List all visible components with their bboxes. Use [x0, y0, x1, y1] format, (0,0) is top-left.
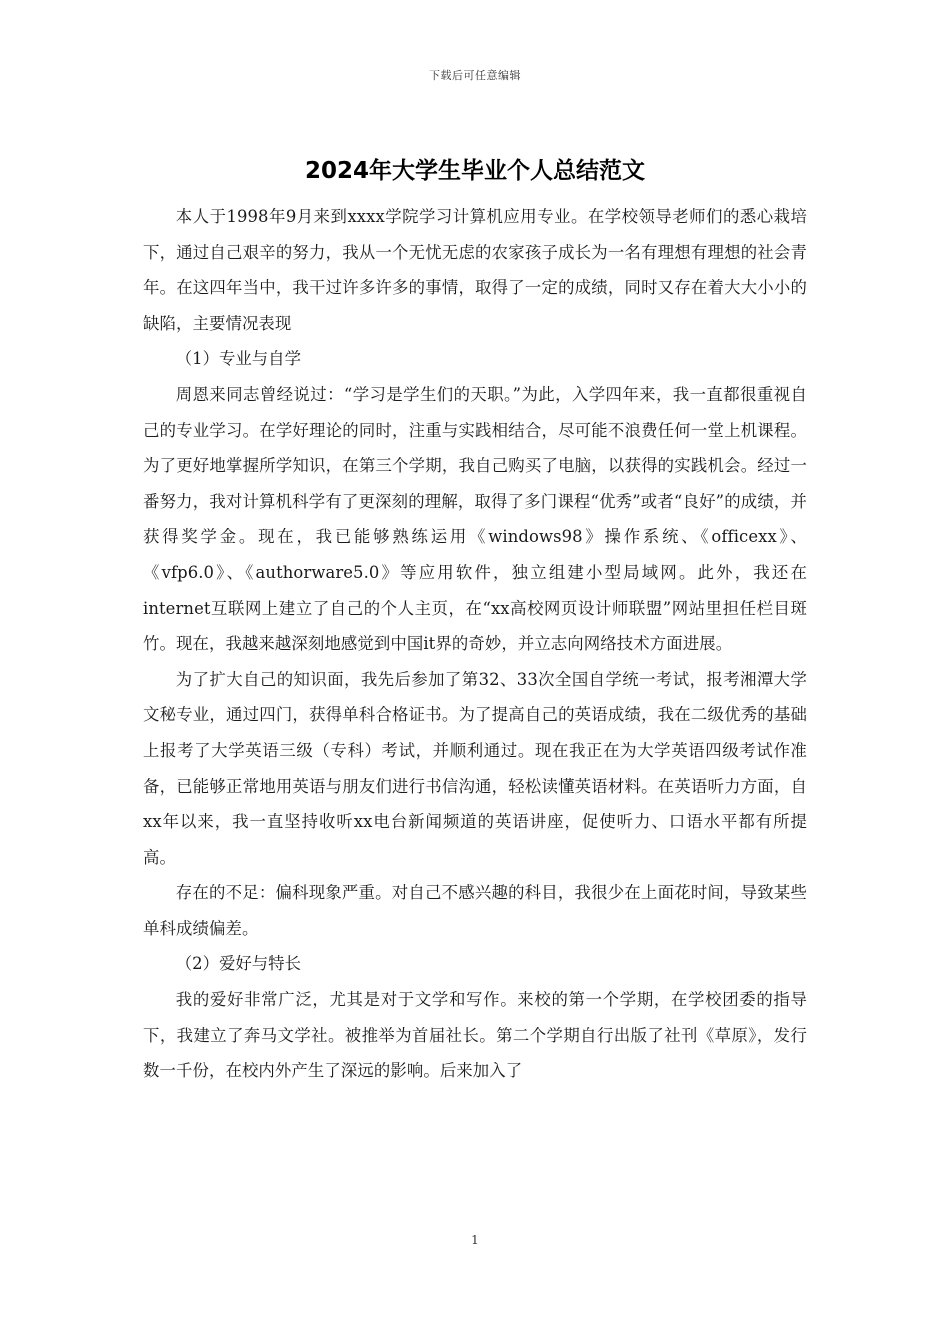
section-heading-major: （1）专业与自学 — [175, 349, 301, 369]
paragraph-shortcomings: 存在的不足：偏科现象严重。对自己不感兴趣的科目，我很少在上面花时间，导致某些单科成绩偏差。 — [143, 883, 807, 938]
paragraph-self-study: 为了扩大自己的知识面，我先后参加了第32、33次全国自学统一考试，报考湘潭大学文秘专业，通过四门，获得单科合格证书。为了提高自己的英语成绩，我在二级优秀的基础上报考了大学英语三级（专科）考试，并顺利通过。现在我正在为大学英语四级考试作准备，已能够正常地用英语与朋友们进行书信沟通，轻松读懂英语材料。在英语听力方面，自xx年以来，我一直坚持收听xx电台新闻频道的英语讲座，促使听力、口语水平都有所提高。 — [143, 669, 807, 867]
page-header: 下载后可任意编辑 — [429, 69, 521, 82]
paragraph-hobbies: 我的爱好非常广泛，尤其是对于文学和写作。来校的第一个学期，在学校团委的指导下，我建立了奔马文学社。被推举为首届社长。第二个学期自行出版了社刊《草原》，发行数一千份，在校内外产生了深远的影响。后来加入了 — [143, 990, 807, 1081]
page-number: 1 — [471, 1233, 479, 1247]
document-title: 2024年大学生毕业个人总结范文 — [304, 158, 645, 184]
section-heading-hobbies: （2）爱好与特长 — [175, 954, 301, 974]
paragraph-intro: 本人于1998年9月来到xxxx学院学习计算机应用专业。在学校领导老师们的悉心栽培下，通过自己艰辛的努力，我从一个无忧无虑的农家孩子成长为一名有理想有理想的社会青年。在这四年当中，我干过许多许多的事情，取得了一定的成绩，同时又存在着大大小小的缺陷，主要情况表现 — [143, 207, 807, 333]
document-body — [143, 199, 807, 1089]
paragraph-study: 周恩来同志曾经说过：“学习是学生们的天职。”为此，入学四年来，我一直都很重视自己的专业学习。在学好理论的同时，注重与实践相结合，尽可能不浪费任何一堂上机课程。为了更好地掌握所学知识，在第三个学期，我自己购买了电脑，以获得的实践机会。经过一番努力，我对计算机科学有了更深刻的理解，取得了多门课程“优秀”或者“良好”的成绩，并获得奖学金。现在，我已能够熟练运用《windows98》操作系统、《officexx》、《vfp6.0》、《authorware5.0》等应用软件，独立组建小型局域网。此外，我还在internet互联网上建立了自己的个人主页，在“xx高校网页设计师联盟”网站里担任栏目斑竹。现在，我越来越深刻地感觉到中国it界的奇妙，并立志向网络技术方面进展。 — [143, 384, 807, 654]
